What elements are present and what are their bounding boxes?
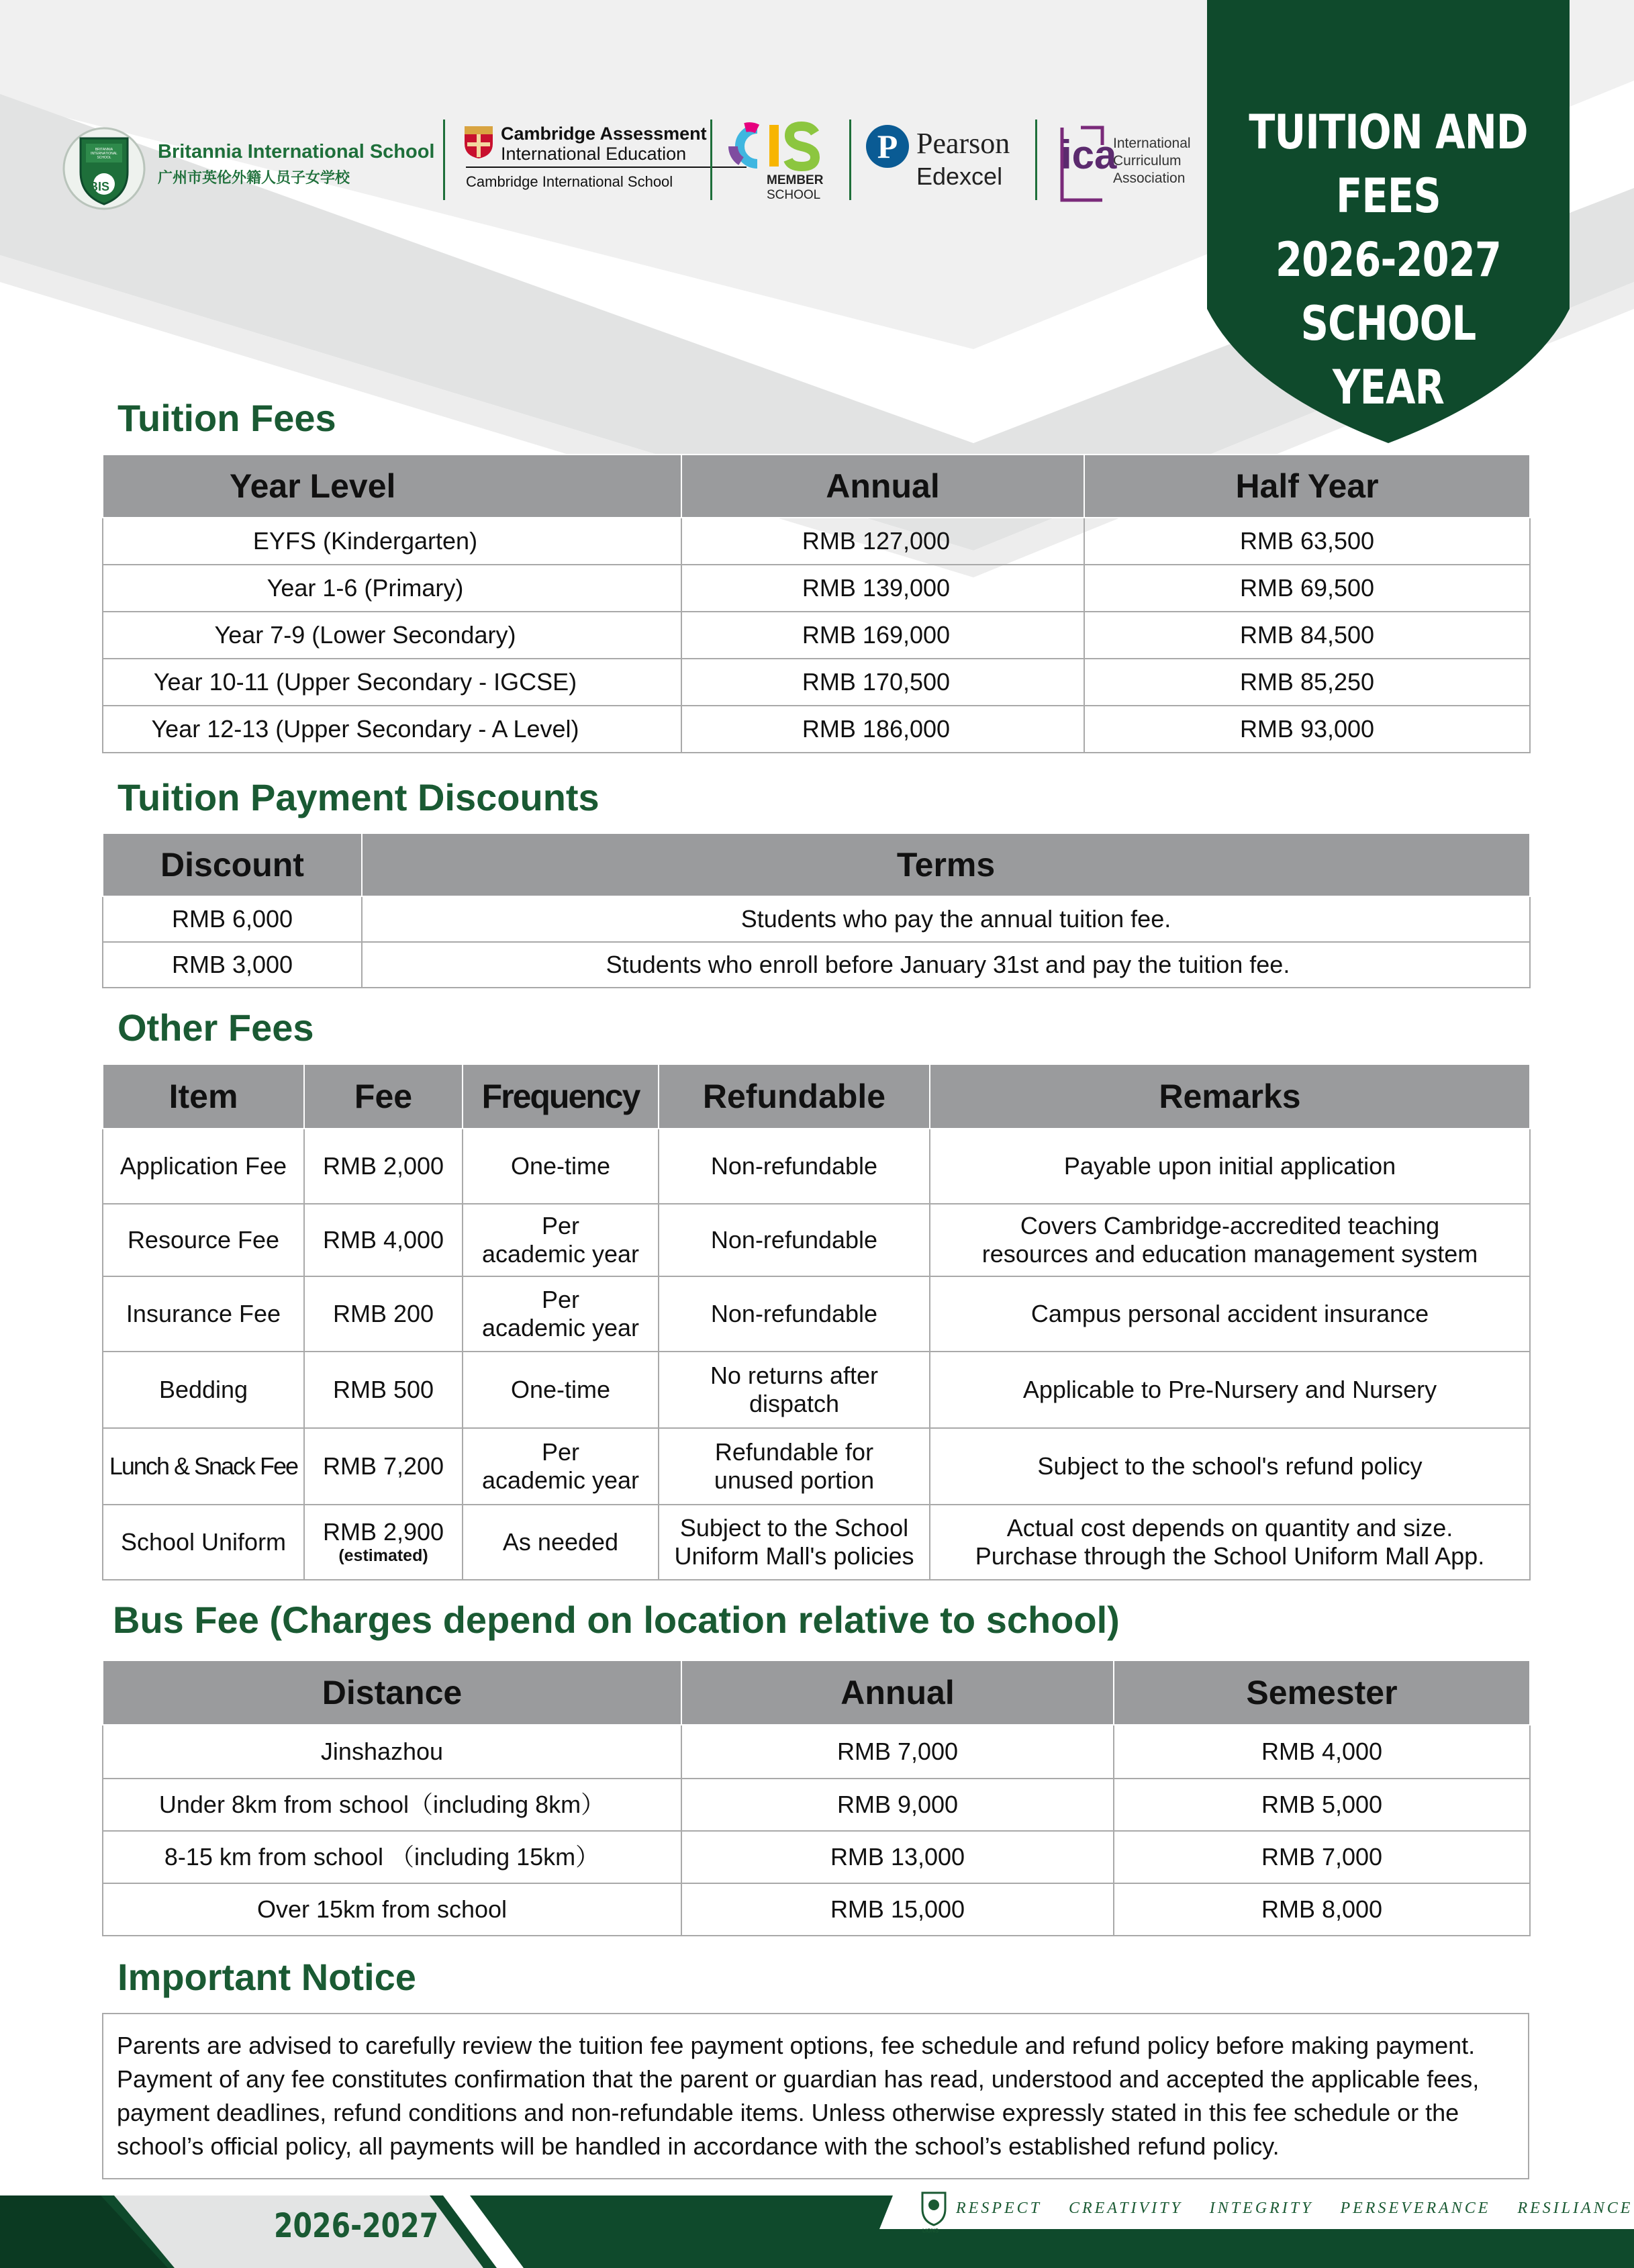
table-row — [103, 1129, 1530, 1204]
annual-cell: RMB 127,000 — [681, 518, 1084, 565]
cis-member-text: MEMBER — [767, 173, 824, 187]
remarks-line: Campus personal accident insurance — [1030, 1299, 1429, 1327]
refundable-line: Uniform Mall's policies — [674, 1542, 914, 1570]
remarks-cell — [930, 1428, 1530, 1505]
table-row — [103, 612, 1530, 659]
discounts-title: Tuition Payment Discounts — [117, 776, 599, 818]
cambridge-line2: International Education — [501, 144, 687, 164]
banner-line1: TUITION AND FEES — [1249, 105, 1528, 224]
frequency-line: Per — [541, 1437, 580, 1466]
refundable-line: unused portion — [714, 1466, 875, 1494]
remarks-line: Applicable to Pre-Nursery and Nursery — [1022, 1375, 1437, 1403]
ica-line3: Association — [1113, 171, 1186, 186]
frequency-cell — [463, 1276, 659, 1352]
fee-cell: RMB 4,000 — [304, 1204, 463, 1276]
frequency-cell — [463, 1428, 659, 1505]
other-fees-title: Other Fees — [117, 1006, 314, 1049]
fee-note: (estimated) — [338, 1546, 428, 1566]
table-row — [103, 1779, 1530, 1831]
item-cell: Application Fee — [103, 1129, 304, 1204]
terms-cell: Students who enroll before January 31st and pay the tuition fee. — [362, 942, 1530, 988]
fee-cell: RMB 2,000 — [304, 1129, 463, 1204]
year-level-cell: Year 12-13 (Upper Secondary - A Level) — [103, 706, 681, 753]
half-year-cell: RMB 85,250 — [1084, 659, 1530, 706]
fee-line: RMB 2,900 — [322, 1518, 444, 1546]
frequency-line: As needed — [502, 1527, 619, 1556]
refundable-cell — [659, 1276, 930, 1352]
table-row — [103, 518, 1530, 565]
remarks-line: Payable upon initial application — [1063, 1151, 1396, 1180]
remarks-line: Actual cost depends on quantity and size. — [1006, 1513, 1453, 1542]
frequency-line: academic year — [481, 1240, 640, 1268]
table-row — [103, 1352, 1530, 1428]
refundable-cell — [659, 1352, 930, 1428]
bis-school-name-cn: 广州市英伦外籍人员子女学校 — [158, 169, 350, 186]
other-header-remarks: Remarks — [930, 1064, 1530, 1129]
frequency-cell — [463, 1505, 659, 1580]
table-row — [103, 1276, 1530, 1352]
remarks-cell — [930, 1352, 1530, 1428]
crest-caption: LIONS — [922, 2228, 939, 2234]
refundable-line: Refundable for — [714, 1437, 874, 1466]
logo-divider — [710, 120, 712, 200]
frequency-cell — [463, 1352, 659, 1428]
ica-line1: International — [1113, 136, 1191, 151]
discounts-header-row — [103, 833, 1530, 896]
fee-cell: RMB 7,200 — [304, 1428, 463, 1505]
table-row — [103, 1505, 1530, 1580]
bus-fee-title: Bus Fee (Charges depend on location relative to school) — [113, 1599, 1120, 1641]
remarks-cell — [930, 1204, 1530, 1276]
other-fees-header-row — [103, 1064, 1530, 1129]
table-row — [103, 1204, 1530, 1276]
bus-header-semester: Semester — [1114, 1660, 1530, 1725]
bus-header-annual: Annual — [681, 1660, 1114, 1725]
annual-cell: RMB 186,000 — [681, 706, 1084, 753]
motto-word: RESILIANCE — [1517, 2200, 1633, 2217]
bus-header-row — [103, 1660, 1530, 1725]
discounts-table — [102, 833, 1531, 988]
item-cell: Insurance Fee — [103, 1276, 304, 1352]
fee-cell: RMB 500 — [304, 1352, 463, 1428]
distance-cell: Under 8km from school（including 8km） — [103, 1779, 681, 1831]
item-cell: Bedding — [103, 1352, 304, 1428]
motto-word: RESPECT — [956, 2200, 1042, 2217]
refundable-cell — [659, 1428, 930, 1505]
logo-bar — [60, 113, 1215, 214]
frequency-line: academic year — [481, 1466, 640, 1494]
cis-school-text: SCHOOL — [767, 188, 821, 202]
tuition-title: Tuition Fees — [117, 397, 336, 439]
tuition-header-row — [103, 455, 1530, 518]
tuition-header-year-level: Year Level — [103, 455, 681, 518]
footer-year: 2026-2027 — [274, 2206, 439, 2245]
notice-box — [102, 2013, 1529, 2179]
other-header-frequency: Frequency — [463, 1064, 659, 1129]
tuition-header-annual: Annual — [681, 455, 1084, 518]
table-row — [103, 1883, 1530, 1936]
logo-divider — [1035, 120, 1037, 200]
pearson-edexcel: Edexcel — [916, 162, 1003, 190]
distance-cell: Jinshazhou — [103, 1725, 681, 1779]
discount-cell: RMB 6,000 — [103, 896, 362, 942]
annual-cell: RMB 139,000 — [681, 565, 1084, 612]
table-row — [103, 1831, 1530, 1883]
other-header-item: Item — [103, 1064, 304, 1129]
half-year-cell: RMB 93,000 — [1084, 706, 1530, 753]
refundable-line: Non-refundable — [710, 1151, 878, 1180]
pearson-name: Pearson — [916, 127, 1010, 160]
discount-cell: RMB 3,000 — [103, 942, 362, 988]
distance-cell: 8-15 km from school （including 15km） — [103, 1831, 681, 1883]
lion-crest-icon — [917, 2189, 951, 2226]
year-level-cell: Year 7-9 (Lower Secondary) — [103, 612, 681, 659]
half-year-cell: RMB 84,500 — [1084, 612, 1530, 659]
remarks-line: Purchase through the School Uniform Mall App. — [975, 1542, 1485, 1570]
annual-cell: RMB 9,000 — [681, 1779, 1114, 1831]
table-row — [103, 565, 1530, 612]
other-fees-table — [102, 1064, 1531, 1580]
refundable-line: Non-refundable — [710, 1225, 878, 1254]
motto-word: PERSEVERANCE — [1340, 2200, 1491, 2217]
table-row — [103, 1428, 1530, 1505]
annual-cell: RMB 15,000 — [681, 1883, 1114, 1936]
table-row — [103, 1725, 1530, 1779]
half-year-cell: RMB 63,500 — [1084, 518, 1530, 565]
half-year-cell: RMB 69,500 — [1084, 565, 1530, 612]
notice-text: Parents are advised to carefully review the tuition fee payment options, fee schedule and refund policy before making payment. Payment of any fee constitutes confirmation that the parent or guardian has read, understood and accepted the applicable fees, payment deadlines, refund conditions and non-refundable items. Unless otherwise expressly stated in this fee schedule or the school’s official policy, all payments will be handled in accordance with the school’s established refund policy. — [117, 2032, 1480, 2160]
discounts-header-terms: Terms — [362, 833, 1530, 896]
refundable-line: Non-refundable — [710, 1299, 878, 1327]
item-cell: School Uniform — [103, 1505, 304, 1580]
annual-cell: RMB 13,000 — [681, 1831, 1114, 1883]
semester-cell: RMB 7,000 — [1114, 1831, 1530, 1883]
frequency-line: One-time — [510, 1375, 611, 1403]
cis-logo-icon — [725, 120, 826, 173]
other-header-refundable: Refundable — [659, 1064, 930, 1129]
frequency-cell — [463, 1129, 659, 1204]
bus-header-distance: Distance — [103, 1660, 681, 1725]
table-row — [103, 942, 1530, 988]
tuition-table — [102, 454, 1531, 753]
frequency-cell — [463, 1204, 659, 1276]
item-cell: Resource Fee — [103, 1204, 304, 1276]
cambridge-line3: Cambridge International School — [466, 173, 673, 190]
logo-divider — [849, 120, 851, 200]
annual-cell: RMB 170,500 — [681, 659, 1084, 706]
table-row — [103, 659, 1530, 706]
banner-line2: 2026-2027 — [1276, 232, 1501, 287]
annual-cell: RMB 169,000 — [681, 612, 1084, 659]
frequency-line: One-time — [510, 1151, 611, 1180]
frequency-line: academic year — [481, 1314, 640, 1341]
frequency-line: Per — [541, 1285, 580, 1313]
item-cell: Lunch & Snack Fee — [103, 1428, 304, 1505]
banner-title — [1240, 101, 1537, 420]
remarks-line: Covers Cambridge-accredited teaching — [1020, 1211, 1440, 1239]
year-level-cell: Year 10-11 (Upper Secondary - IGCSE) — [103, 659, 681, 706]
terms-cell: Students who pay the annual tuition fee. — [362, 896, 1530, 942]
discounts-header-discount: Discount — [103, 833, 362, 896]
cambridge-line1: Cambridge Assessment — [501, 124, 707, 144]
distance-cell: Over 15km from school — [103, 1883, 681, 1936]
remarks-line: Subject to the school's refund policy — [1037, 1452, 1423, 1480]
pearson-logo-icon: P — [866, 125, 909, 168]
frequency-line: Per — [541, 1211, 580, 1239]
table-row — [103, 896, 1530, 942]
refundable-cell — [659, 1505, 930, 1580]
year-level-cell: EYFS (Kindergarten) — [103, 518, 681, 565]
bis-crest-small: BRITANNIA INTERNATIONAL SCHOOL — [91, 148, 117, 160]
remarks-line: resources and education management system — [981, 1240, 1478, 1268]
bis-school-name: Britannia International School — [158, 141, 435, 162]
motto-word: CREATIVITY — [1069, 2200, 1183, 2217]
year-level-cell: Year 1-6 (Primary) — [103, 565, 681, 612]
refundable-cell — [659, 1129, 930, 1204]
fee-cell: RMB 200 — [304, 1276, 463, 1352]
refundable-line: No returns after — [710, 1361, 879, 1389]
table-row — [103, 706, 1530, 753]
logo-divider — [443, 120, 445, 200]
banner-line3: SCHOOL YEAR — [1300, 296, 1476, 415]
motto-word: INTEGRITY — [1209, 2200, 1314, 2217]
school-motto — [956, 2200, 1634, 2218]
notice-title: Important Notice — [117, 1956, 416, 1998]
annual-cell: RMB 7,000 — [681, 1725, 1114, 1779]
refundable-line: Subject to the School — [679, 1513, 909, 1542]
remarks-cell — [930, 1129, 1530, 1204]
bis-crest-icon — [60, 125, 148, 212]
bus-fee-table — [102, 1660, 1531, 1936]
other-header-fee: Fee — [304, 1064, 463, 1129]
remarks-cell — [930, 1505, 1530, 1580]
cambridge-rule — [466, 167, 747, 168]
cambridge-shield-icon — [463, 125, 494, 160]
bis-crest-letters: BIS — [89, 180, 110, 193]
remarks-cell — [930, 1276, 1530, 1352]
semester-cell: RMB 5,000 — [1114, 1779, 1530, 1831]
refundable-cell — [659, 1204, 930, 1276]
semester-cell: RMB 4,000 — [1114, 1725, 1530, 1779]
refundable-line: dispatch — [749, 1390, 840, 1417]
ica-line2: Curriculum — [1113, 153, 1182, 169]
tuition-header-half-year: Half Year — [1084, 455, 1530, 518]
semester-cell: RMB 8,000 — [1114, 1883, 1530, 1936]
fee-cell — [304, 1505, 463, 1580]
ica-letters: ica — [1061, 132, 1117, 177]
